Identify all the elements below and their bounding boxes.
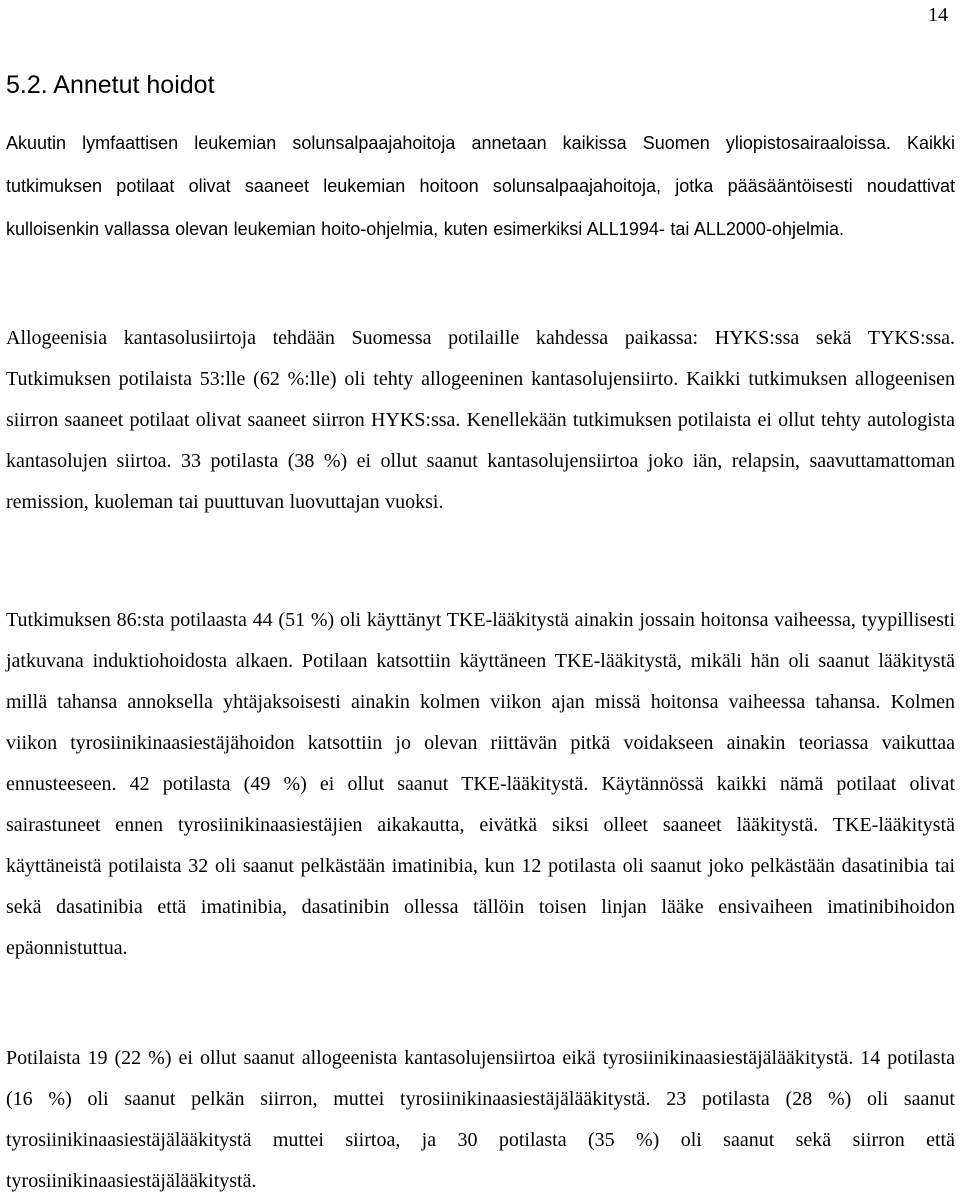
paragraph-treatment-overview: Akuutin lymfaattisen leukemian solunsalpaajahoitoja annetaan kaikissa Suomen yliopistosairaaloissa. Kaikki tutkimuksen potilaat olivat saaneet leukemian hoitoon solunsalpaajahoitoja, jotka pääsääntöisesti noudattivat kulloisenkin vallassa olevan leukemian hoito-ohjelmia, kuten esimerkiksi ALL1994- tai ALL2000-ohjelmia.: [6, 133, 955, 239]
page-number: 14: [928, 4, 948, 26]
paragraph-tke-medication: Tutkimuksen 86:sta potilaasta 44 (51 %) oli käyttänyt TKE-lääkitystä ainakin jossain hoitonsa vaiheessa, tyypillisesti jatkuvana induktiohoidosta alkaen. Potilaan katsottiin käyttäneen TKE-lääkitystä, mikäli hän oli saanut lääkitystä millä tahansa annoksella yhtäjaksoisesti ainakin kolmen viikon ajan missä hoitonsa vaiheessa tahansa. Kolmen viikon tyrosiinikinaasiestäjähoidon katsottiin jo olevan riittävän pitkä voidakseen ainakin teoriassa vaikuttaa ennusteeseen. 42 potilasta (49 %) ei ollut saanut TKE-lääkitystä. Käytännössä kaikki nämä potilaat olivat sairastuneet ennen tyrosiinikinaasiestäjien aikakautta, eivätkä siksi olleet saaneet lääkitystä. TKE-lääkitystä käyttäneistä potilaista 32 oli saanut pelkästään imatinibia, kun 12 potilasta oli saanut joko pelkästään dasatinibia tai sekä dasatinibia että imatinibia, dasatinibin ollessa tällöin toisen linjan lääke ensivaiheen imatinibihoidon epäonnistuttua.: [6, 609, 955, 959]
section-heading: 5.2. Annetut hoidot: [6, 71, 215, 99]
paragraph-treatment-combinations: Potilaista 19 (22 %) ei ollut saanut allogeenista kantasolujensiirtoa eikä tyrosiinikinaasiestäjälääkitystä. 14 potilasta (16 %) oli saanut pelkän siirron, muttei tyrosiinikinaasiestäjälääkitystä. 23 potilasta (28 %) oli saanut tyrosiinikinaasiestäjälääkitystä muttei siirtoa, ja 30 potilasta (35 %) oli saanut sekä siirron että tyrosiinikinaasiestäjälääkitystä.: [6, 1047, 955, 1192]
paragraph-stem-cell-transplants: Allogeenisia kantasolusiirtoja tehdään Suomessa potilaille kahdessa paikassa: HYKS:ssa sekä TYKS:ssa. Tutkimuksen potilaista 53:lle (62 %:lle) oli tehty allogeeninen kantasolujensiirto. Kaikki tutkimuksen allogeenisen siirron saaneet potilaat olivat saaneet siirron HYKS:ssa. Kenellekään tutkimuksen potilaista ei ollut tehty autologista kantasolujen siirtoa. 33 potilasta (38 %) ei ollut saanut kantasolujensiirtoa joko iän, relapsin, saavuttamattoman remission, kuoleman tai puuttuvan luovuttajan vuoksi.: [6, 327, 955, 513]
